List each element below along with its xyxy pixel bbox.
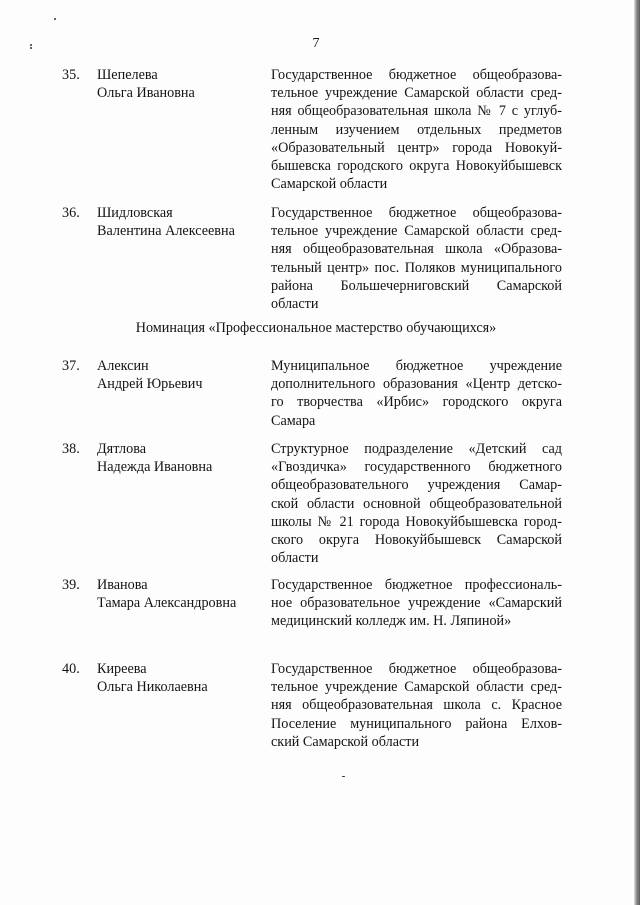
scan-edge-shadow <box>634 0 640 905</box>
organization <box>271 576 562 631</box>
org-line: «Образовательный центр» города Новокуй- <box>271 139 562 156</box>
person-name <box>97 66 262 102</box>
org-line: Государственное бюджетное профессиональ- <box>271 577 562 593</box>
entry-number: 38. <box>62 441 80 457</box>
org-line: школы № 21 города Новокуйбышевска город- <box>271 513 562 530</box>
org-line: тельный центр» пос. Поляков муниципального <box>271 259 562 276</box>
organization <box>271 204 562 313</box>
person-given-names: Тамара Александровна <box>97 595 237 612</box>
organization <box>271 440 562 567</box>
org-line: медицинский колледж им. Н. Ляпиной» <box>271 613 512 630</box>
org-line: Самарской области <box>271 176 388 193</box>
entry-number: 36. <box>62 205 80 221</box>
person-name <box>97 357 262 393</box>
org-line: ского округа Новокуйбышевск Самарской <box>271 532 562 549</box>
organization <box>271 66 562 193</box>
person-given-names: Надежда Ивановна <box>97 459 213 476</box>
entry-number: 39. <box>62 577 80 593</box>
org-line: няя общеобразовательная школа № 7 с углуб- <box>271 103 562 120</box>
organization <box>271 357 562 430</box>
person-given-names: Валентина Алексеевна <box>97 223 235 240</box>
scan-speck <box>54 18 56 20</box>
person-surname: Киреева <box>97 661 147 677</box>
org-line: ской области основной общеобразовательной <box>271 495 562 512</box>
org-line: го творчества «Ирбис» городского округа <box>271 394 562 411</box>
org-line: тельное учреждение Самарской области сред- <box>271 85 562 102</box>
person-surname: Алексин <box>97 358 149 374</box>
person-name <box>97 660 262 696</box>
org-line: Государственное бюджетное общеобразова- <box>271 661 562 677</box>
person-given-names: Андрей Юрьевич <box>97 376 203 393</box>
person-given-names: Ольга Ивановна <box>97 85 195 102</box>
org-line: области <box>271 296 319 313</box>
entry-number: 40. <box>62 661 80 677</box>
org-line: бышевска городского округа Новокуйбышевск <box>271 158 562 175</box>
person-name <box>97 576 262 612</box>
person-given-names: Ольга Николаевна <box>97 679 208 696</box>
person-name <box>97 204 262 240</box>
entry-number: 37. <box>62 358 80 374</box>
person-surname: Дятлова <box>97 441 147 457</box>
entry-number: 35. <box>62 67 80 83</box>
organization <box>271 660 562 751</box>
org-line: Государственное бюджетное общеобразова- <box>271 205 562 221</box>
org-line: тельное учреждение Самарской области сред- <box>271 223 562 240</box>
org-line: Государственное бюджетное общеобразова- <box>271 67 562 83</box>
nomination-heading: Номинация «Профессиональное мастерство обучающихся» <box>135 320 497 336</box>
org-line: области <box>271 550 319 567</box>
org-line: Самара <box>271 412 316 429</box>
org-line: няя общеобразовательная школа с. Красное <box>271 697 562 714</box>
org-line: «Гвоздичка» государственного бюджетного <box>271 459 562 476</box>
person-surname: Шепелева <box>97 67 158 83</box>
person-surname: Шидловская <box>97 205 173 221</box>
page-number: 7 <box>312 36 320 51</box>
org-line: няя общеобразовательная школа «Образова- <box>271 241 562 258</box>
org-line: района Большечерниговский Самарской <box>271 277 562 294</box>
org-line: Муниципальное бюджетное учреждение <box>271 358 562 374</box>
org-line: ное образовательное учреждение «Самарский <box>271 595 562 612</box>
scan-speck <box>342 776 345 777</box>
person-surname: Иванова <box>97 577 148 593</box>
org-line: ленным изучением отдельных предметов <box>271 121 562 138</box>
org-line: Поселение муниципального района Елхов- <box>271 715 562 732</box>
org-line: ский Самарской области <box>271 733 420 750</box>
org-line: тельное учреждение Самарской области сред- <box>271 679 562 696</box>
org-line: общеобразовательного учреждения Самар- <box>271 477 562 494</box>
person-name <box>97 440 262 476</box>
org-line: Структурное подразделение «Детский сад <box>271 441 562 457</box>
org-line: дополнительного образования «Центр детско- <box>271 376 562 393</box>
